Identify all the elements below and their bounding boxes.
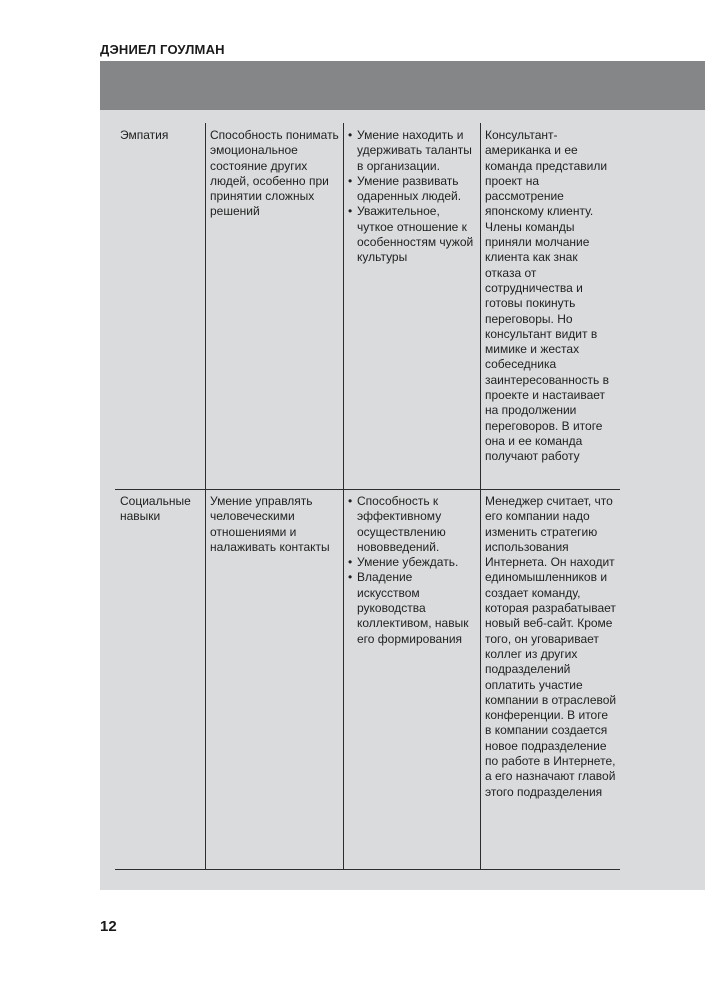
list-item: • Способность к эффективному осуществлению нововведений. xyxy=(348,494,476,555)
column-divider xyxy=(205,123,206,870)
definition-cell: Умение управлять человеческими отношениями и налаживать контакты xyxy=(210,494,330,554)
example-cell: Консультант-американка и ее команда представили проект на рассмотрение японскому клиенту. Члены команды приняли молчание клиента как знак отказа от сотрудничества и готовы покинуть переговоры. Но консультант видит в мимике и жестах собеседника заинтересованность в проекте и настаивает на продолжении переговоров. В итоге она и ее команда получают работу xyxy=(485,128,609,464)
list-item: • Уважительное, чуткое отношение к особенностям чужой культуры xyxy=(348,204,476,265)
column-divider xyxy=(343,123,344,870)
row-divider xyxy=(115,869,620,870)
running-header: ДЭНИЕЛ ГОУЛМАН xyxy=(100,42,225,57)
list-item: • Владение искусством руководства коллективом, навык его формирования xyxy=(348,570,476,646)
page-number: 12 xyxy=(100,918,117,935)
row-divider xyxy=(115,489,620,490)
column-divider xyxy=(480,123,481,870)
list-item: • Умение развивать одаренных людей. xyxy=(348,174,476,205)
example-cell: Менеджер считает, что его компании надо изменить стратегию использования Интернета. Он находит единомышленников и создает команду, которая разрабатывает новый веб-сайт. Кроме того, он уговаривает коллег из других подразделений оплатить участие компании в отраслевой конференции. В итоге в компании создается новое подразделение по работе в Интернете, а его назначают главой этого подразделения xyxy=(485,494,617,799)
table-header-band xyxy=(100,61,705,110)
list-item: • Умение находить и удерживать таланты в организации. xyxy=(348,128,476,174)
skills-list xyxy=(348,128,476,266)
skills-cell xyxy=(348,494,476,647)
competence-table xyxy=(100,61,705,890)
competence-cell: Социальные навыки xyxy=(120,494,191,524)
skills-list xyxy=(348,494,476,647)
competence-cell: Эмпатия xyxy=(120,128,169,142)
definition-cell: Способность понимать эмоциональное состояние других людей, особенно при принятии сложных решений xyxy=(210,128,339,219)
list-item: • Умение убеждать. xyxy=(348,555,476,570)
skills-cell xyxy=(348,128,476,266)
